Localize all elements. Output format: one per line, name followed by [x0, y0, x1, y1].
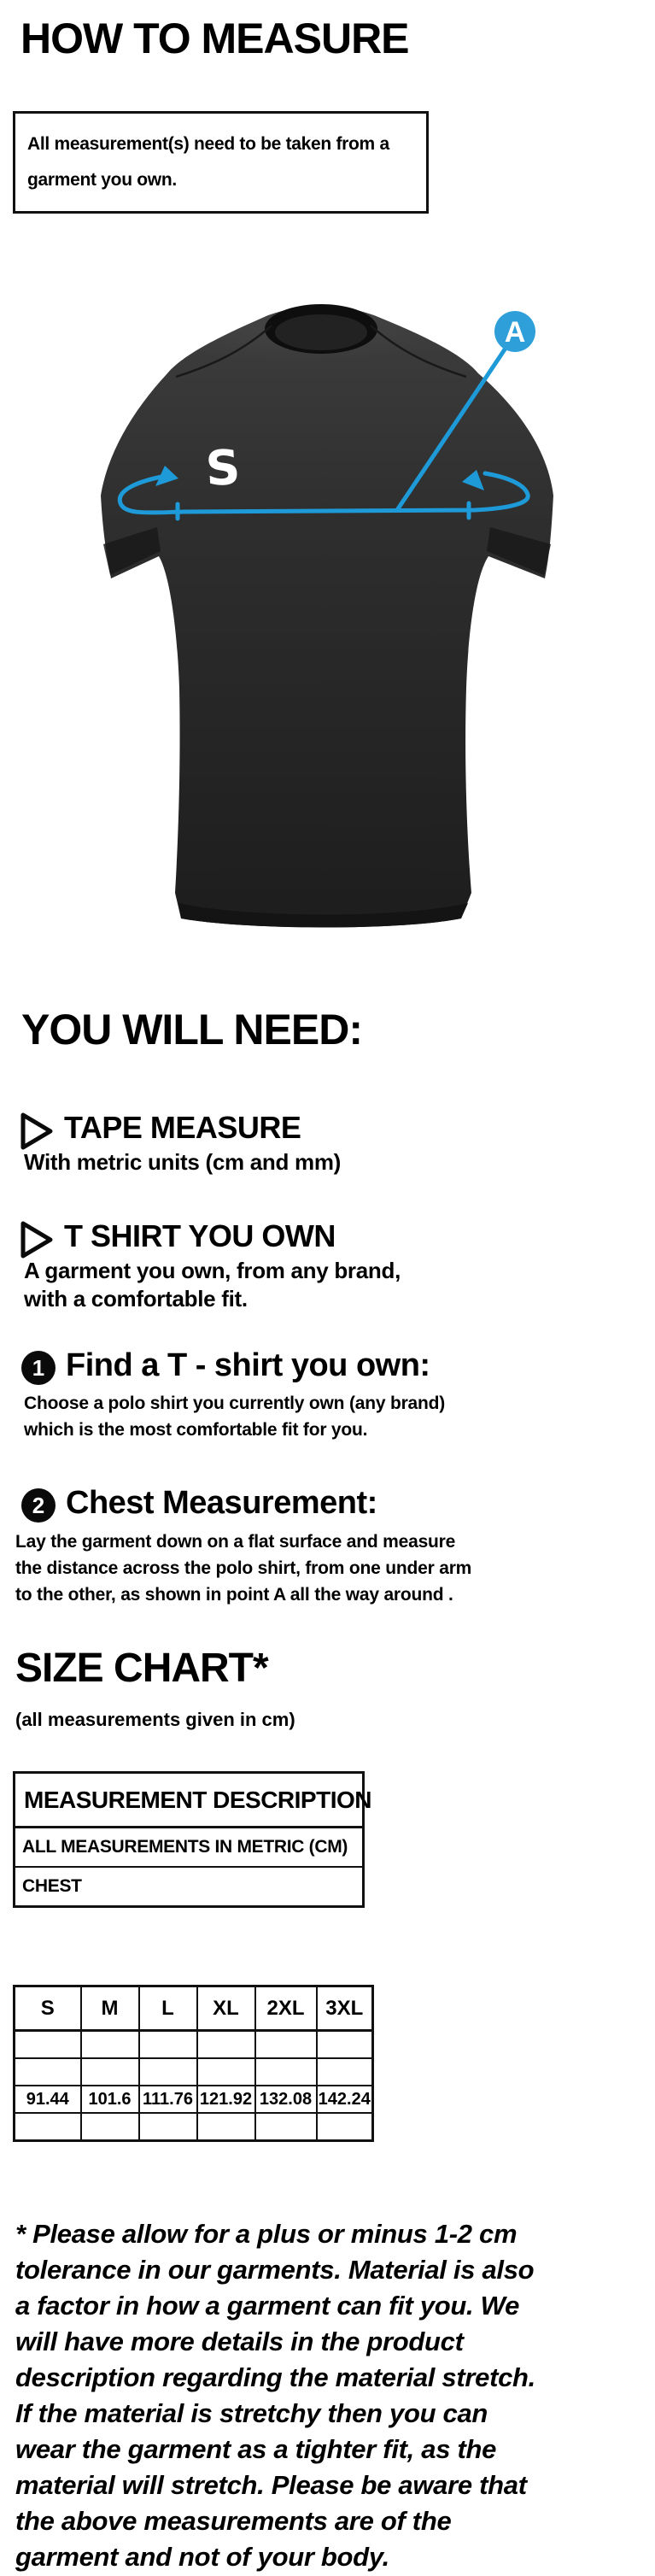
- footnote-line: wear the garment as a tighter fit, as the: [15, 2434, 497, 2464]
- notice-box: [13, 111, 429, 214]
- size-value-cell: 142.24: [317, 2086, 373, 2113]
- step-number-badge: 2: [21, 1488, 56, 1523]
- size-cell-empty: [317, 2113, 373, 2141]
- size-cell-empty: [81, 2113, 139, 2141]
- size-value-cell: 111.76: [139, 2086, 197, 2113]
- size-cell-empty: [317, 2031, 373, 2059]
- shirt-measure-diagram: [0, 295, 655, 936]
- page-title: HOW TO MEASURE: [20, 15, 409, 62]
- step-title: Chest Measurement:: [66, 1485, 377, 1521]
- you-will-need-heading: YOU WILL NEED:: [21, 1006, 362, 1053]
- need-item-title: TAPE MEASURE: [64, 1110, 301, 1145]
- size-cell-empty: [15, 2058, 81, 2086]
- notice-line: garment you own.: [27, 170, 177, 190]
- size-cell-empty: [15, 2113, 81, 2141]
- need-item-description-line: A garment you own, from any brand,: [24, 1258, 401, 1283]
- chest-values-row: [15, 2086, 373, 2113]
- size-column-header: XL: [197, 1986, 255, 2031]
- size-cell-empty: [197, 2113, 255, 2141]
- footnote-line: will have more details in the product: [15, 2327, 464, 2356]
- sizes-table: [13, 1985, 374, 2142]
- size-cell-empty: [15, 2031, 81, 2059]
- size-cell-empty: [81, 2058, 139, 2086]
- size-value-cell: 91.44: [15, 2086, 81, 2113]
- size-chart-heading: SIZE CHART*: [15, 1646, 268, 1691]
- size-column-header: S: [15, 1986, 81, 2031]
- brand-logo-s: S: [204, 440, 242, 498]
- size-cell-empty: [255, 2031, 317, 2059]
- step-body-line: which is the most comfortable fit for you.: [24, 1420, 368, 1440]
- size-value-cell: 132.08: [255, 2086, 317, 2113]
- size-column-header: L: [139, 1986, 197, 2031]
- footnote-line: If the material is stretchy then you can: [15, 2398, 488, 2428]
- size-cell-empty: [81, 2031, 139, 2059]
- triangle-bullet-icon: [20, 1220, 54, 1259]
- size-value-cell: 101.6: [81, 2086, 139, 2113]
- size-cell-empty: [139, 2031, 197, 2059]
- step-number-badge: 1: [21, 1351, 56, 1385]
- footnote: [15, 2216, 535, 2575]
- size-cell-empty: [139, 2058, 197, 2086]
- size-cell-empty: [197, 2031, 255, 2059]
- step-body-line: to the other, as shown in point A all the way around .: [15, 1585, 453, 1605]
- measurement-description-table: [13, 1771, 371, 1908]
- notice-line: All measurement(s) need to be taken from a: [27, 134, 389, 154]
- footnote-line: material will stretch. Please be aware that: [15, 2470, 527, 2500]
- footnote-line: garment and not of your body.: [15, 2542, 389, 2572]
- table-row: [15, 2058, 373, 2086]
- need-item-description: [24, 1257, 401, 1313]
- size-column-header: 2XL: [255, 1986, 317, 2031]
- point-a-label: A: [504, 316, 526, 349]
- footnote-line: description regarding the material stretch.: [15, 2362, 535, 2392]
- footnote-line: a factor in how a garment can fit you. We: [15, 2291, 520, 2321]
- footnote-line: the above measurements are of the: [15, 2506, 452, 2536]
- triangle-bullet-icon: [20, 1112, 54, 1151]
- step-body: [24, 1390, 445, 1443]
- size-column-header: M: [81, 1986, 139, 2031]
- step-title: Find a T - shirt you own:: [66, 1347, 430, 1383]
- table-header-cell: MEASUREMENT DESCRIPTION: [15, 1774, 362, 1828]
- size-cell-empty: [197, 2058, 255, 2086]
- need-item-description-line: with a comfortable fit.: [24, 1286, 248, 1311]
- footnote-line: tolerance in our garments. Material is also: [15, 2255, 535, 2285]
- step-body-line: Choose a polo shirt you currently own (any brand): [24, 1394, 446, 1413]
- size-cell-empty: [255, 2113, 317, 2141]
- need-item-description-line: With metric units (cm and mm): [24, 1149, 341, 1175]
- collar-inner: [275, 314, 367, 350]
- step-body-line: Lay the garment down on a flat surface and measure: [15, 1532, 456, 1552]
- size-cell-empty: [255, 2058, 317, 2086]
- need-item-description: [24, 1148, 341, 1177]
- table-row: [15, 2113, 373, 2141]
- size-header-row: [15, 1986, 373, 2031]
- tshirt-body: [101, 306, 553, 928]
- footnote-line: * Please allow for a plus or minus 1-2 cm: [15, 2219, 518, 2249]
- need-item-title: T SHIRT YOU OWN: [64, 1218, 336, 1253]
- step-body-line: the distance across the polo shirt, from one under arm: [15, 1558, 472, 1578]
- table-row: ALL MEASUREMENTS IN METRIC (CM): [15, 1828, 362, 1868]
- table-row: CHEST: [22, 1876, 82, 1896]
- tshirt-illustration: [101, 304, 553, 928]
- size-column-header: 3XL: [317, 1986, 373, 2031]
- size-value-cell: 121.92: [197, 2086, 255, 2113]
- size-cell-empty: [317, 2058, 373, 2086]
- table-row: [15, 2031, 373, 2059]
- size-chart-subheading: (all measurements given in cm): [15, 1709, 295, 1730]
- size-cell-empty: [139, 2113, 197, 2141]
- step-body: [15, 1529, 471, 1608]
